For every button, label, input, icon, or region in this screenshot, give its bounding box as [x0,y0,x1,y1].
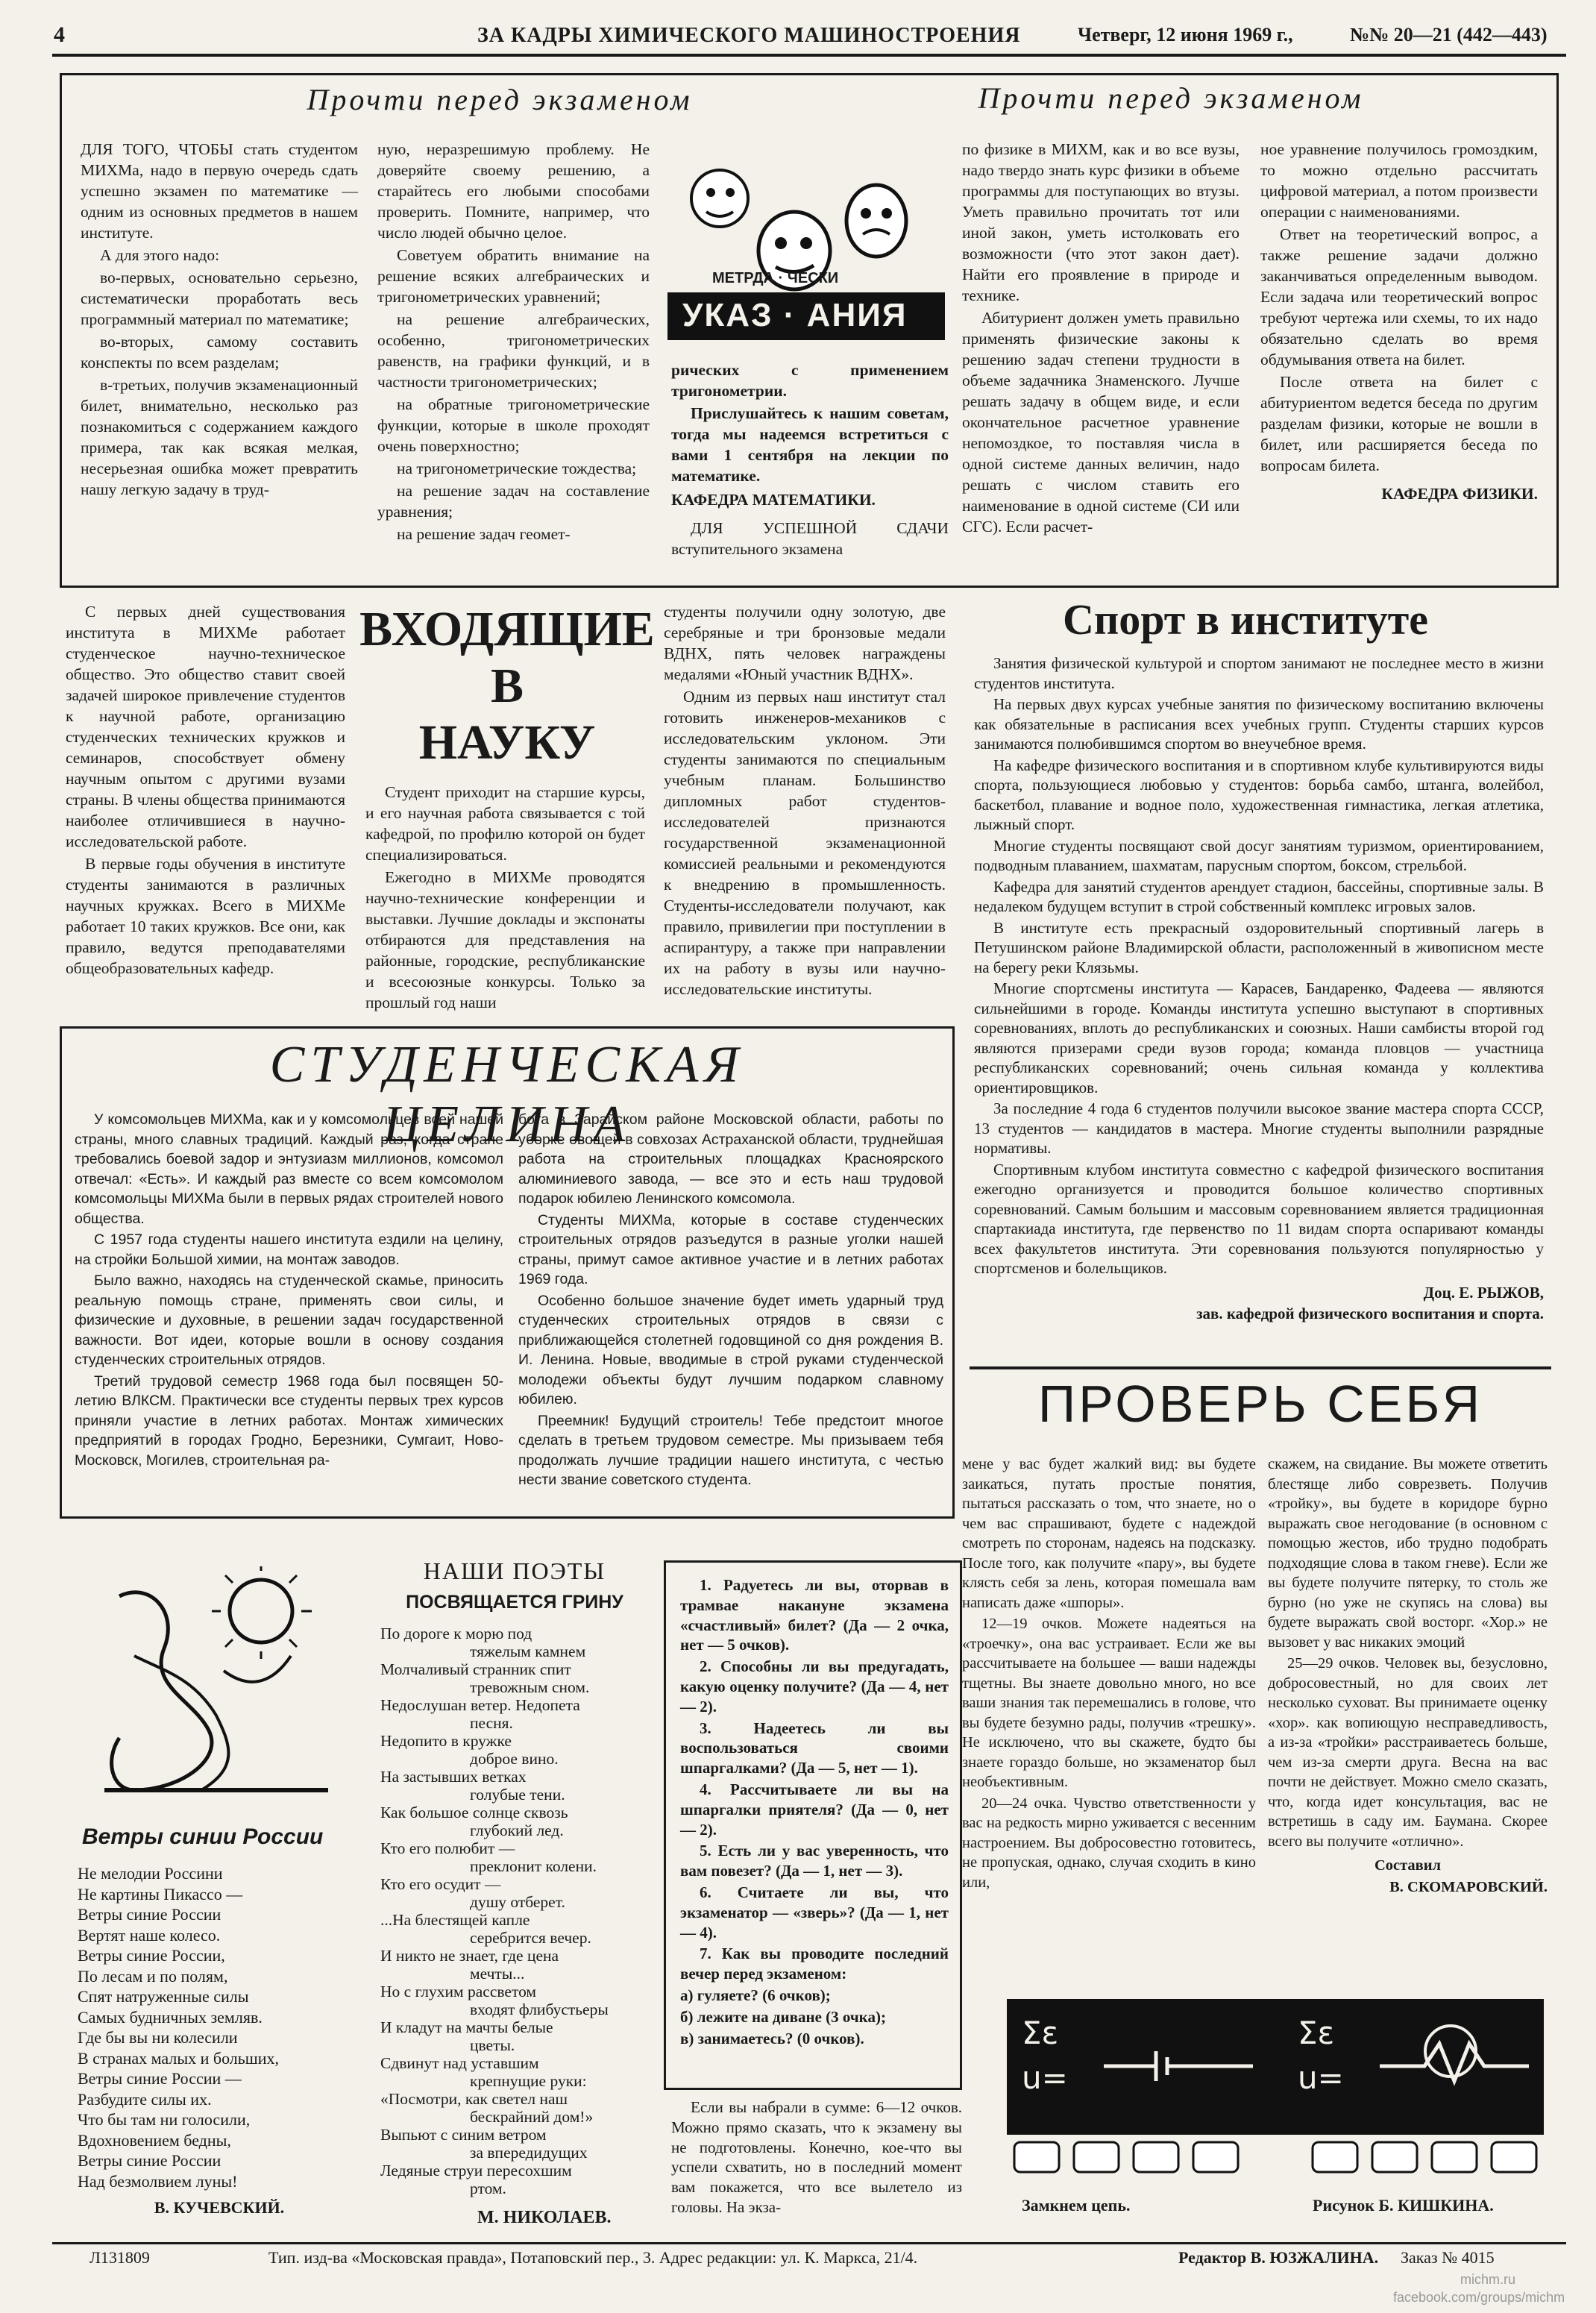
poem-line: Ветры синие России — [78,2069,242,2088]
poem-line: Вертят наше колесо. [78,1925,221,1945]
poem-line: По дороге к морю под [380,1625,532,1642]
poem-line: бескрайний дом!» [470,2108,594,2126]
math-paragraph: Советуем обратить внимание на решение всяких алгебраических и тригонометрических уравнений; [377,246,650,306]
quiz-question: 3. Надеетесь ли вы воспользоваться своими шпаргалками? (Да — 5, нет — 1). [680,1719,949,1777]
circuit-cartoon [1007,1999,1544,2185]
math-paragraph: во-первых, основательно серьезно, систематически проработать весь программный материал по математике; [81,269,358,328]
poem-line: доброе вино. [470,1750,559,1768]
poem-line: входят флибустьеры [470,2000,609,2018]
virgin-paragraph: Студенты МИХМа, которые в составе студенческих строительных отрядов разъедутся в разные уголки нашей страны, примут самое активное участие и в летних работах 1969 года. [518,1211,943,1287]
math-paragraph: Прислушайтесь к нашим советам, тогда мы надеемся встретиться с вами 1 сентября на лекции по математике. [671,404,949,485]
poem-line: В странах малых и больших, [78,2048,280,2068]
poem-line: На застывших ветках [380,1768,527,1786]
quiz-option: а) гуляете? (6 очков); [680,1986,831,2004]
physics-column-1 [962,139,1240,539]
science-paragraph: студенты получили одну золотую, две серебряные и три бронзовые медали ВДНХ, пять человек награждены медалями «Юный участник ВДНХ». [664,603,946,683]
check-author-role: Составил [1374,1857,1442,1874]
science-column-3 [664,601,946,1001]
sport-paragraph: На кафедре физического воспитания и в спортивном клубе культивируются виды спорта, пользующиеся любовью у студентов: борьба самбо, штанга, волейбол, баскетбол, плавание и водное поло, художественная гимнастика, легкая атлетика, лыжный спорт. [974,756,1544,833]
footer-editor: Редактор В. ЮЗЖАЛИНА. [1178,2248,1379,2267]
sport-paragraph: Занятия физической культурой и спортом занимают не последнее место в жизни студентов института. [974,654,1544,692]
cartoon-label-bottom: УКАЗ · АНИЯ [682,297,908,333]
poem2-author: М. НИКОЛАЕВ. [477,2208,612,2227]
exam-heading-right: Прочти перед экзаменом [978,81,1364,115]
math-paragraph: на решение задач геомет- [397,525,571,543]
math-paragraph: ДЛЯ ТОГО, ЧТОБЫ стать студентом МИХМа, надо в первую очередь сдать успешно экзамен по математике — одним из основных предметов в нашем институте. [81,140,358,242]
footer-order: Заказ № 4015 [1401,2248,1495,2267]
sport-paragraph: В институте есть прекрасный оздоровительный спортивный лагерь в Петушинском районе Владимирской области, расположенный в живописном месте на берегу реки Клязьмы. [974,918,1544,976]
poem-line: Не мелодии Россини [78,1864,223,1883]
poem-line: Недопито в кружке [380,1732,512,1750]
quiz-question: 5. Есть ли у вас уверенность, что вам повезет? (Да — 1, нет — 3). [680,1842,949,1880]
poem-line: Ледяные струи пересохшим [380,2162,572,2179]
virgin-paragraph: У комсомольцев МИХМа, как и у комсомольцев всей нашей страны, много славных традиций. Каждый раз, когда стране требовались боевой задор и энтузиазм миллионов, комсомол отвечал: «Есть». И каждый раз вместе со всем комсомолом комсомольцы МИХМа были в первых рядах строителей нового общества. [75,1111,503,1227]
poem-line: Выпьют с синим ветром [380,2126,547,2144]
virgin-lands-headline: СТУДЕНЧЕСКАЯ ЦЕЛИНА [269,1036,745,1153]
poem1-body [78,1863,361,2218]
physics-paragraph: Ответ на теоретический вопрос, а также решение задачи должно заканчиваться определенным выводом. Если задача или теоретический вопрос требуют чертежа или схемы, то их надо обязательно сделать во время обдумывания ответа на билет. [1260,225,1538,368]
quiz-question: 7. Как вы проводите последний вечер перед экзаменом: [680,1945,949,1983]
math-column-1 [81,139,358,501]
physics-signature: КАФЕДРА ФИЗИКИ. [1381,485,1538,503]
math-paragraph: на решение задач на составление уравнения; [377,482,650,521]
poem-line: глубокий лед. [470,1821,564,1839]
footer-rule [52,2242,1566,2244]
poem-line: Кто его осудит — [380,1875,501,1893]
check-column-2 [1268,1454,1548,1898]
poem-line: Над безмолвием луны! [78,2171,238,2191]
poem-line: Но с глухим рассветом [380,1983,537,2000]
poem1-title: Ветры синии России [82,1824,324,1849]
physics-column-2 [1260,139,1538,506]
page-number: 4 [54,22,65,47]
sport-paragraph: Многие спортсмены института — Карасев, Бандаренко, Фадеева — являются сильнейшими в городе. Команды института успешно выступают в спортивных соревнованиях, вплоть до республиканских и союзных. Наши самбисты второй год являются призерами среди вузов города; команда пловцов — участница республиканских соревнований; очень сильная команда у коллектива ориентировщиков. [974,979,1544,1096]
newspaper-title: ЗА КАДРЫ ХИМИЧЕСКОГО МАШИНОСТРОЕНИЯ [477,24,1021,47]
math-paragraph: А для этого надо: [100,246,220,264]
science-headline-line: НАУКУ [418,715,596,770]
watermark-site: michm.ru [1460,2272,1516,2287]
poem-line: душу отберет. [470,1893,565,1911]
sport-author-role: зав. кафедрой физического воспитания и спорта. [1196,1305,1544,1322]
poem-line: Недослушан ветер. Недопета [380,1696,580,1714]
check-paragraph: 20—24 очка. Чувство ответственности у вас на редкость мирно уживается с весенним настроением. Вы добросовестно готовитесь, не пропуская, однако, случая сходить в кино или, [962,1795,1256,1891]
virgin-paragraph: Третий трудовой семестр 1968 года был посвящен 50-летию ВЛКСМ. Практически все студенты первых трех курсов приняли участие в летних работах. Монтаж химических предприятий в городах Гродно, Березники, Сумгаит, Ново-Московск, Могилев, строительная ра- [75,1372,503,1469]
poem-line: Вдохновением бедны, [78,2130,231,2150]
math-paragraph: ную, неразрешимую проблему. Не доверяйте своему решению, а старайтесь его любыми способами проверить. Помните, например, что число людей обычно целое. [377,140,650,242]
quiz-option: б) лежите на диване (3 очка); [680,2007,886,2026]
watermark-social: facebook.com/groups/michm [1393,2290,1565,2305]
quiz-results [671,2097,962,2219]
quiz-questions [680,1575,949,2050]
circuit-credit: Рисунок Б. КИШКИНА. [1313,2196,1494,2215]
poem2-body [380,1625,656,2197]
math-column-3 [671,360,949,561]
sport-paragraph: Кафедра для занятий студентов арендует стадион, бассейны, спортивные залы. В недалеком будущем вступит в строй собственный комплекс игровых залов. [974,877,1544,915]
poem-line: Самых будничных земляв. [78,2007,263,2027]
virgin-paragraph: Было важно, находясь на студенческой скамье, приносить реальную помощь стране, применять свои силы, и физические и духовные, в решении задач государственной важности. Вот идеи, которые вошли в основу создания студенческих строительных отрядов. [75,1272,503,1368]
check-author: В. СКОМАРОВСКИЙ. [1389,1878,1548,1895]
circuit-caption: Замкнем цепь. [1022,2196,1131,2215]
poem-line: ртом. [470,2179,506,2197]
math-paragraph: в-третьих, получив экзаменационный билет, внимательно, несколько раз познакомиться с содержанием каждого примера, так как всякая мелкая, несерьезная ошибка может превратить нашу легкую задачу в труд- [81,376,358,498]
virgin-paragraph: С 1957 года студенты нашего института ездили на целину, на стройки Большой химии, на монтаж заводов. [75,1231,503,1268]
poem-line: цветы. [470,2036,515,2054]
poem-line: Что бы там ни голосили, [78,2110,251,2129]
poem-line: за впередидущих [470,2144,588,2162]
science-headline-line: В [490,659,524,713]
sport-paragraph: На первых двух курсах учебные занятия по физическому воспитанию включены как обязательные в расписания всех учебных групп. Студенты старших курсов занимаются полюбившимся спортом во внеучебное время. [974,695,1544,753]
poem-line: Ветры синие России [78,2151,222,2170]
poem-illustration [89,1566,343,1813]
science-paragraph: В первые годы обучения в институте студенты занимаются в различных научных кружках. Всего в МИХМе работает 10 таких кружков. Все они, как правило, ведутся преподавателями общеобразовательных кафедр. [66,855,345,977]
poem-line: По лесам и по полям, [78,1966,228,1986]
physics-lead: ДЛЯ УСПЕШНОЙ СДАЧИ вступительного экзамена [671,519,949,558]
cartoon-label-top: МЕТРДА · ЧЕСКИ [712,270,839,286]
math-paragraph: рических с применением тригонометрии. [671,361,949,400]
poem2-title: ПОСВЯЩАЕТСЯ ГРИНУ [406,1592,623,1613]
svg-text:u=: u= [1298,2059,1344,2096]
poem-line: Ветры синие России [78,1905,222,1924]
poem-line: преклонит колени. [470,1857,597,1875]
poem-line: Разбудите силы их. [78,2089,212,2109]
virgin-column-2 [518,1110,943,1492]
quiz-question: 2. Способны ли вы предугадать, какую оценку получите? (Да — 4, нет — 2). [680,1657,949,1716]
math-paragraph: во-вторых, самому составить конспекты по всем разделам; [81,333,358,371]
poem-line: Сдвинут над уставшим [380,2054,539,2072]
physics-paragraph: После ответа на билет с абитуриентом ведется беседа по другим разделам физики, которые не вошли в билет, или расширяется беседа по вопросам билета. [1260,373,1538,474]
virgin-paragraph: бота в Зарайском районе Московской области, работы по уборке овощей в совхозах Астраханской области, труднейшая работа на строительных площадках Красноярского алюминиевого завода, — все это и есть наш трудовой подарок юбилею Ленинского комсомола. [518,1111,943,1207]
circuit-illustration [1007,1999,1544,2185]
poem-line: ...На блестящей капле [380,1911,530,1929]
physics-paragraph: по физике в МИХМ, как и во все вузы, надо твердо знать курс физики в объеме программы для поступающих во втузы. Уметь правильно прочитать тот или иной закон, уметь истолковать его возможности (что этот закон дает). Найти его проявление в природе и технике. [962,140,1240,304]
sun-figure-illustration [89,1566,343,1813]
poem-line: И никто не знает, где цена [380,1947,559,1965]
poem-line: Не картины Пикассо — [78,1884,243,1904]
check-paragraph: 25—29 очков. Человек вы, безусловно, добросовестный, но для своих лет несколько суховат. Вы принимаете оценку «хор». как вопиющую несправедливость, а из-за «тройки» расстраиваетесь больше, чем из-за смерти друга. Весна на вас почти не действует. Можно смело сказать, что, когда идет консультация, вас не встретишь в саду им. Баумана. Скорее всего вы получите «отлично». [1268,1655,1548,1850]
sport-headline: Спорт в институте [1062,595,1429,644]
poem-line: песня. [470,1714,513,1732]
footer-code: Л131809 [89,2248,150,2267]
poem-line: Как большое солнце сквозь [380,1804,568,1821]
poem-line: Где бы вы ни колесили [78,2028,238,2047]
sport-author: Доц. Е. РЫЖОВ, [1423,1283,1544,1302]
quiz-question: 4. Рассчитываете ли вы на шпаргалки приятеля? (Да — 0, нет — 2). [680,1780,949,1839]
science-paragraph: Ежегодно в МИХМе проводятся научно-технические конференции и выставки. Лучшие доклады и экспонаты отбираются для представления на районные, городские, республиканские и всесоюзные конкурсы. Только за прошлый год наши [365,868,645,1011]
poem-line: голубые тени. [470,1786,565,1804]
science-paragraph: С первых дней существования института в МИХМе работает студенческое научно-техническое общество. Это общество ставит своей задачей широкое привлечение студентов к научной работе, организацию студенческих технических кружков и семинаров, способствует обмену научным опытом с другими вузами страны. В члены общества принимаются наиболее отличившиеся в научно-исследовательской работе. [66,603,346,850]
science-column-2 [365,782,645,1014]
quiz-question: 1. Радуетесь ли вы, оторвав в трамвае накануне экзамена «счастливый» билет? (Да — 2 очка, нет — 5 очков). [680,1576,949,1654]
check-headline: ПРОВЕРЬ СЕБЯ [1037,1375,1483,1433]
check-column-1 [962,1454,1256,1894]
science-paragraph: Одним из первых наш институт стал готовить инженеров-механиков с исследовательским уклоном. Эти студенты занимаются по специальным учебным планам. Большинство дипломных работ студентов-исследователей признаются государственной экзаменационной комиссией реальными и рекомендуются к внедрению в промышленность. Студенты-исследователи получают, как правило, привилегии при поступлении в аспирантуру, а также при направлении их на работу в вузы или научно-исследовательские институты. [664,688,946,998]
sport-paragraph: За последние 4 года 6 студентов получили высокое звание мастера спорта СССР, 13 студентов — кандидатов в мастера. Многие студенты выполнили разрядные нормативы. [974,1099,1544,1157]
exam-heading-left: Прочти перед экзаменом [307,83,693,116]
poem-line: «Посмотри, как светел наш [380,2090,568,2108]
svg-text:Σε: Σε [1298,2015,1335,2051]
poem-line: серебрится вечер. [470,1929,591,1947]
poem-line: Ветры синие России, [78,1946,225,1965]
footer-printer: Тип. изд-ва «Московская правда», Потаповский пер., 3. Адрес редакции: ул. К. Маркса, 21/4. [268,2248,918,2267]
quiz-option: в) занимаетесь? (0 очков). [680,2029,864,2047]
check-paragraph: мене у вас будет жалкий вид: вы будете заикаться, путать простые понятия, пытаться рассказать о том, что знаете, но о чем вас спрашивают, будете с надеждой смотреть по сторонам, надеясь на подсказку. После того, как получите «пару», вы будете клясть себя за лень, которая помешала вам написать даже «шпоры». [962,1456,1256,1611]
quiz-question: 6. Считаете ли вы, что экзаменатор — «зверь»? (Да — 1, нет — 4). [680,1883,949,1942]
poem-line: тяжелым камнем [470,1642,586,1660]
check-top-rule [970,1366,1551,1369]
sport-body [974,653,1544,1325]
sport-paragraph: Спортивным клубом института совместно с кафедрой физического воспитания ежегодно организуется и проводится большое количество спортивных соревнований. Самым большим и массовым соревнованием является традиционная спартакиада института, где первенство по 11 видам спорта оспаривают команды всех факультетов института. Эти соревнования пользуются популярностью у спортсменов и болельщиков. [974,1160,1544,1277]
issue-number: №№ 20—21 (442—443) [1350,24,1548,45]
virgin-column-1 [75,1110,503,1472]
science-headline [358,601,656,771]
sport-paragraph: Многие студенты посвящают свой досуг занятиям туризмом, ориентированием, подводным плаванием, шахматам, парусным спортом, боксом, стрельбой. [974,836,1544,874]
svg-text:u=: u= [1022,2059,1068,2096]
poem-line: И кладут на мачты белые [380,2018,553,2036]
math-column-2 [377,139,650,546]
virgin-paragraph: Особенно большое значение будет иметь ударный труд студенческих строительных отрядов в связи с приближающейся столетней годовщиной со дня рождения В. И. Ленина. Новые, вводимые в строй руками студенческой молодежи объекты будут лучшим подарком славному юбилею. [518,1292,943,1407]
physics-paragraph: ное уравнение получилось громоздким, то можно отдельно рассчитать цифровой материал, а потом произвести операции с наименованиями. [1260,140,1538,221]
check-paragraph: скажем, на свидание. Вы можете ответить блестяще либо соврезветь. Получив «тройку», вы будете в коридоре бурно выражать свое негодование (в основном с помощью жестов, ибо трудно подобрать подходящие слова в таком гневе). Если же вы будете получите пятерку, то столь же бурно (но уже не скупясь на слова) вы будете выражать свой восторг. «Хор.» не вызовет у вас никаких эмоций [1268,1456,1548,1651]
math-paragraph: на обратные тригонометрические функции, которые в школе проходят очень поверхностно; [377,395,650,455]
poets-rubric: НАШИ ПОЭТЫ [423,1557,606,1584]
math-paragraph: на решение алгебраических, особенно, тригонометрических равенств, на графики функций, и в частности тригонометрических; [377,310,650,391]
math-signature: КАФЕДРА МАТЕМАТИКИ. [671,491,876,509]
physics-paragraph: Абитуриент должен уметь правильно применять физические законы к решению задач степени трудности в объеме задачника Знаменского. Лучше решать задачу в общем виде, и если окончательное расчетное уравнение непомоздкое, то поставляя числа в одной системе данных величин, надо решать с числом ставить его наименование в одной системе (СИ или СГС). Если расчет- [962,309,1240,536]
svg-text:Σε: Σε [1022,2015,1059,2051]
poem-line: Молчаливый странник спит [380,1660,571,1678]
poem-line: Кто его полюбит — [380,1839,515,1857]
science-column-1 [66,601,345,980]
poem-line: тревожным сном. [470,1678,590,1696]
poem-line: мечты... [470,1965,525,1983]
virgin-paragraph: Преемник! Будущий строитель! Тебе предстоит многое сделать в третьем трудовом семестре. Мы призываем тебя продолжать лучшие традиции нашего института, с честью нести звание советского студента. [518,1412,943,1488]
poem-line: крепнущие руки: [470,2072,587,2090]
check-paragraph: 12—19 очков. Можете надеяться на «троечку», она вас устраивает. Если же вы рассчитываете на большее — ваши надежды тщетны. Вы знаете довольно много, но все ваши знания так перемешались в голове, что вы будете безумно рады, получив «трешку». Не исключено, что вы скажете, будто бы знаете гораздо больше, но экзаменатор был необъективным. [962,1616,1256,1790]
science-paragraph: Студент приходит на старшие курсы, и его научная работа связывается с той кафедрой, по профилю которой он будет специализироваться. [365,783,645,864]
poem-line: Спят натруженные силы [78,1987,249,2006]
poem1-author: В. КУЧЕВСКИЙ. [154,2198,285,2217]
masthead-rule [52,54,1566,57]
metric-instructions-cartoon [667,139,945,355]
quiz-result-paragraph: Если вы набрали в сумме: 6—12 очков. Можно прямо сказать, что к экзамену вы не подготовлены. Конечно, кое-что вы успели схватить, но в последний момент вам покажется, что все вылетело из головы. На экза- [671,2098,962,2216]
math-paragraph: на тригонометрические тождества; [397,459,637,477]
science-headline-line: ВХОДЯЩИЕ [359,602,655,656]
issue-date: Четверг, 12 июня 1969 г., [1078,24,1293,45]
